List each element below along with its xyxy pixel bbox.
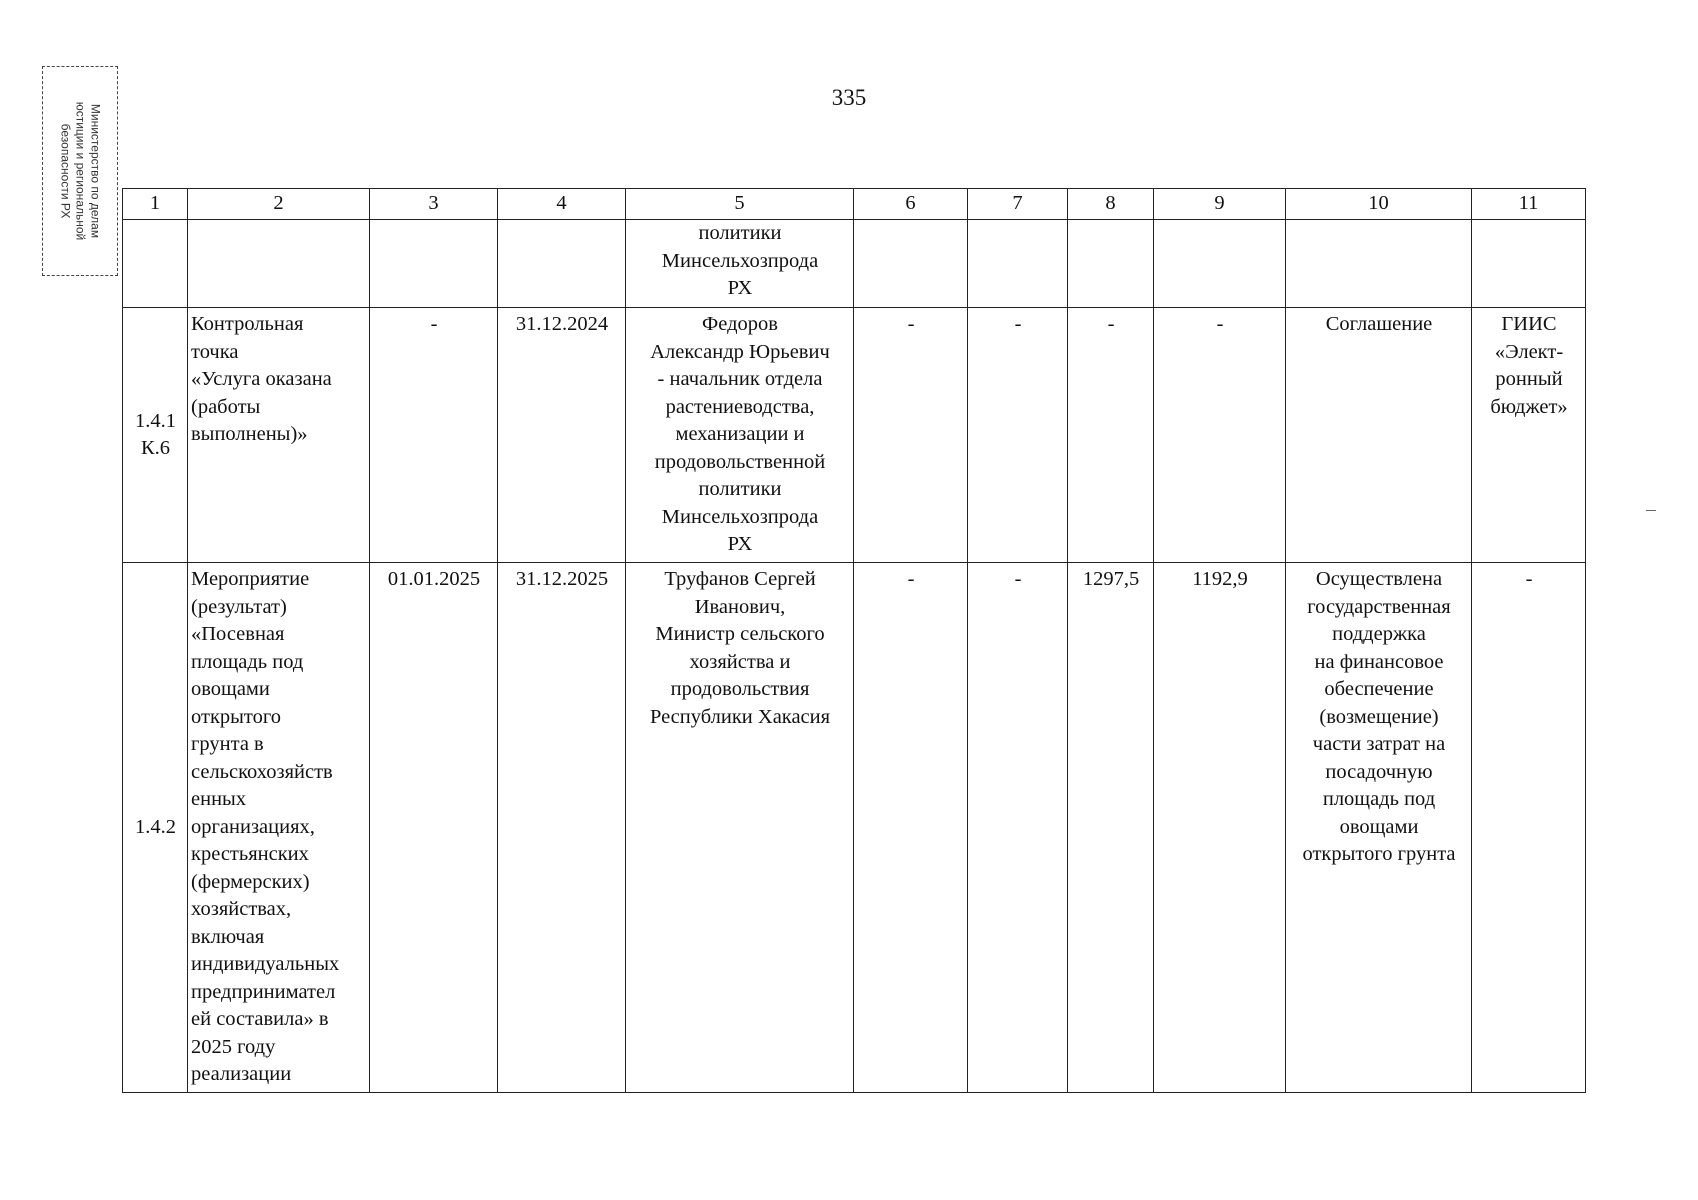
header-cell: 9 [1154, 189, 1286, 220]
responsible-cell: Федоров Александр Юрьевич - начальник отдела растениеводства, механизации и продовольственной политики Минсельхозпрода РХ [626, 308, 854, 563]
system-cell: - [1472, 563, 1586, 1093]
name-cell: Контрольная точка «Услуга оказана (работы выполнены)» [188, 308, 370, 563]
value-cell-col6: - [854, 308, 968, 563]
value-cell-col9: - [1154, 308, 1286, 563]
end-date-cell: 31.12.2025 [498, 563, 626, 1093]
plan-table [122, 188, 1586, 1093]
end-date-cell: 31.12.2024 [498, 308, 626, 563]
header-cell: 7 [968, 189, 1068, 220]
header-cell: 10 [1286, 189, 1472, 220]
header-cell: 8 [1068, 189, 1154, 220]
document-cell: Осуществлена государственная поддержка на финансовое обеспечение (возмещение) части затрат на посадочную площадь под овощами открытого грунта [1286, 563, 1472, 1093]
value-cell-col7: - [968, 308, 1068, 563]
responsible-cell: политики Минсельхозпрода РХ [626, 220, 854, 308]
header-cell: 4 [498, 189, 626, 220]
table-row [123, 563, 1586, 1093]
page-number: 335 [831, 85, 867, 110]
header-cell: 5 [626, 189, 854, 220]
header-cell: 6 [854, 189, 968, 220]
scan-edge-mark [1646, 510, 1656, 511]
value-cell-col8: 1297,5 [1068, 563, 1154, 1093]
row-number-cell: 1.4.1 К.6 [123, 308, 188, 563]
value-cell-col9: 1192,9 [1154, 563, 1286, 1093]
stamp-text: Министерство по делам юстиции и региональной безопасности РХ [58, 101, 103, 241]
value-cell-col6: - [854, 563, 968, 1093]
table-row [123, 308, 1586, 563]
continuation-row [123, 220, 1586, 308]
system-cell: ГИИС «Элект- ронный бюджет» [1472, 308, 1586, 563]
value-cell-col7: - [968, 563, 1068, 1093]
header-cell: 11 [1472, 189, 1586, 220]
value-cell-col8: - [1068, 308, 1154, 563]
name-cell: Мероприятие (результат) «Посевная площадь под овощами открытого грунта в сельскохозяйств енных организациях, крестьянских (фермерских) хозяйствах, включая индивидуальных предпринимател ей составила» в 2025 году реализации [188, 563, 370, 1093]
header-cell: 3 [370, 189, 498, 220]
start-date-cell: - [370, 308, 498, 563]
header-cell: 2 [188, 189, 370, 220]
document-cell: Соглашение [1286, 308, 1472, 563]
row-number-cell: 1.4.2 [123, 563, 188, 1093]
header-cell: 1 [123, 189, 188, 220]
start-date-cell: 01.01.2025 [370, 563, 498, 1093]
column-numbers-row [123, 189, 1586, 220]
responsible-cell: Труфанов Сергей Иванович, Министр сельского хозяйства и продовольствия Республики Хакасия [626, 563, 854, 1093]
